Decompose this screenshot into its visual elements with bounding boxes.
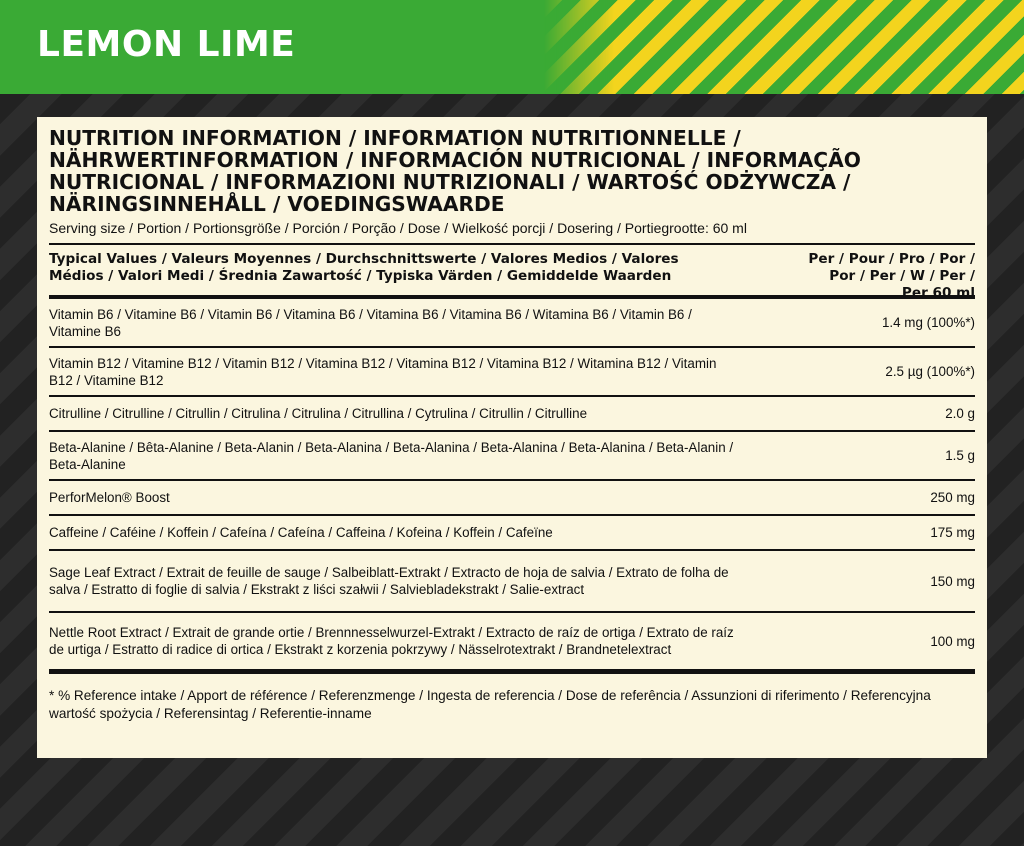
nutrition-panel — [37, 117, 987, 758]
nutrient-name: PerforMelon® Boost — [49, 490, 170, 505]
reference-intake-footnote: * % Reference intake / Apport de référence / Referenzmenge / Ingesta de referencia / Dose de referência / Assunzioni di riferimento / Referencyjna wartość spożycia / Referensintag / Referentie-inname — [49, 688, 931, 721]
nutrient-value: 1.4 mg (100%*) — [881, 315, 975, 330]
table-row — [49, 551, 975, 613]
nutrient-name: Citrulline / Citrulline / Citrullin / Citrulina / Citrulina / Citrullina / Cytrulina / Citrullin / Citrulline — [49, 406, 588, 421]
nutrient-value: 2.5 µg (100%*) — [885, 364, 975, 379]
table-row — [49, 299, 975, 348]
nutrient-name: Sage Leaf Extract / Extrait de feuille de sauge / Salbeiblatt-Extrakt / Extracto de hoja de salvia / Extrato de folha de salva / Estratto di foglie di salvia / Ekstrakt z liści szałwii / Salviebladekstrakt / Salie-extract — [49, 565, 729, 597]
flavor-title: LEMON LIME — [37, 24, 296, 65]
typical-values-label: Typical Values / Valeurs Moyennes / Durchschnittswerte / Valores Medios / Valores Médios / Valori Medi / Średnia Zawartość / Typiska Värden / Gemiddelde Waarden — [49, 251, 679, 284]
nutrient-value: 2.0 g — [945, 406, 975, 421]
banner-stripes — [544, 0, 1024, 94]
table-header — [49, 245, 975, 299]
per-serving-label: Per / Pour / Pro / Por / Por / Per / W / Per / Per 60 ml — [808, 251, 975, 301]
nutrition-table — [49, 243, 975, 674]
table-row — [49, 481, 975, 516]
table-row — [49, 613, 975, 674]
nutrient-value: 175 mg — [930, 525, 975, 540]
table-row — [49, 432, 975, 481]
nutrient-name: Nettle Root Extract / Extrait de grande ortie / Brennnesselwurzel-Extrakt / Extracto de raíz de ortiga / Extrato de raíz de urtiga / Estratto di radice di ortica / Ekstrakt z korzenia pokrzywy / Nässelrotextrakt / Brandnetelextract — [49, 625, 734, 657]
nutrient-value: 1.5 g — [945, 448, 975, 463]
nutrient-value: 250 mg — [930, 490, 975, 505]
table-row — [49, 516, 975, 551]
nutrient-value: 150 mg — [930, 573, 975, 589]
table-row — [49, 348, 975, 397]
nutrition-heading: NUTRITION INFORMATION / INFORMATION NUTRITIONNELLE / NÄHRWERTINFORMATION / INFORMACIÓN NUTRICIONAL / INFORMAÇÃO NUTRICIONAL / INFORMAZIONI NUTRIZIONALI / WARTOŚĆ ODŻYWCZA / NÄRINGSINNEHÅLL / VOEDINGSWAARDE — [49, 126, 861, 216]
nutrient-name: Vitamin B12 / Vitamine B12 / Vitamin B12 / Vitamina B12 / Vitamina B12 / Vitamina B12 / Witamina B12 / Vitamin B12 / Vitamine B12 — [49, 355, 717, 388]
nutrient-name: Vitamin B6 / Vitamine B6 / Vitamin B6 / Vitamina B6 / Vitamina B6 / Vitamina B6 / Witamina B6 / Vitamin B6 / Vitamine B6 — [49, 306, 692, 339]
table-row — [49, 397, 975, 432]
serving-size: Serving size / Portion / Portionsgröße / Porción / Porção / Dose / Wielkość porcji / Dosering / Portiegrootte: 60 ml — [49, 220, 747, 236]
nutrient-value: 100 mg — [930, 633, 975, 649]
flavor-banner — [0, 0, 1024, 94]
nutrient-name: Caffeine / Caféine / Koffein / Cafeína / Cafeína / Caffeina / Kofeina / Koffein / Cafeïne — [49, 525, 553, 540]
nutrient-name: Beta-Alanine / Bêta-Alanine / Beta-Alanin / Beta-Alanina / Beta-Alanina / Beta-Alanina / Beta-Alanina / Beta-Alanin / Beta-Alanine — [49, 439, 734, 472]
